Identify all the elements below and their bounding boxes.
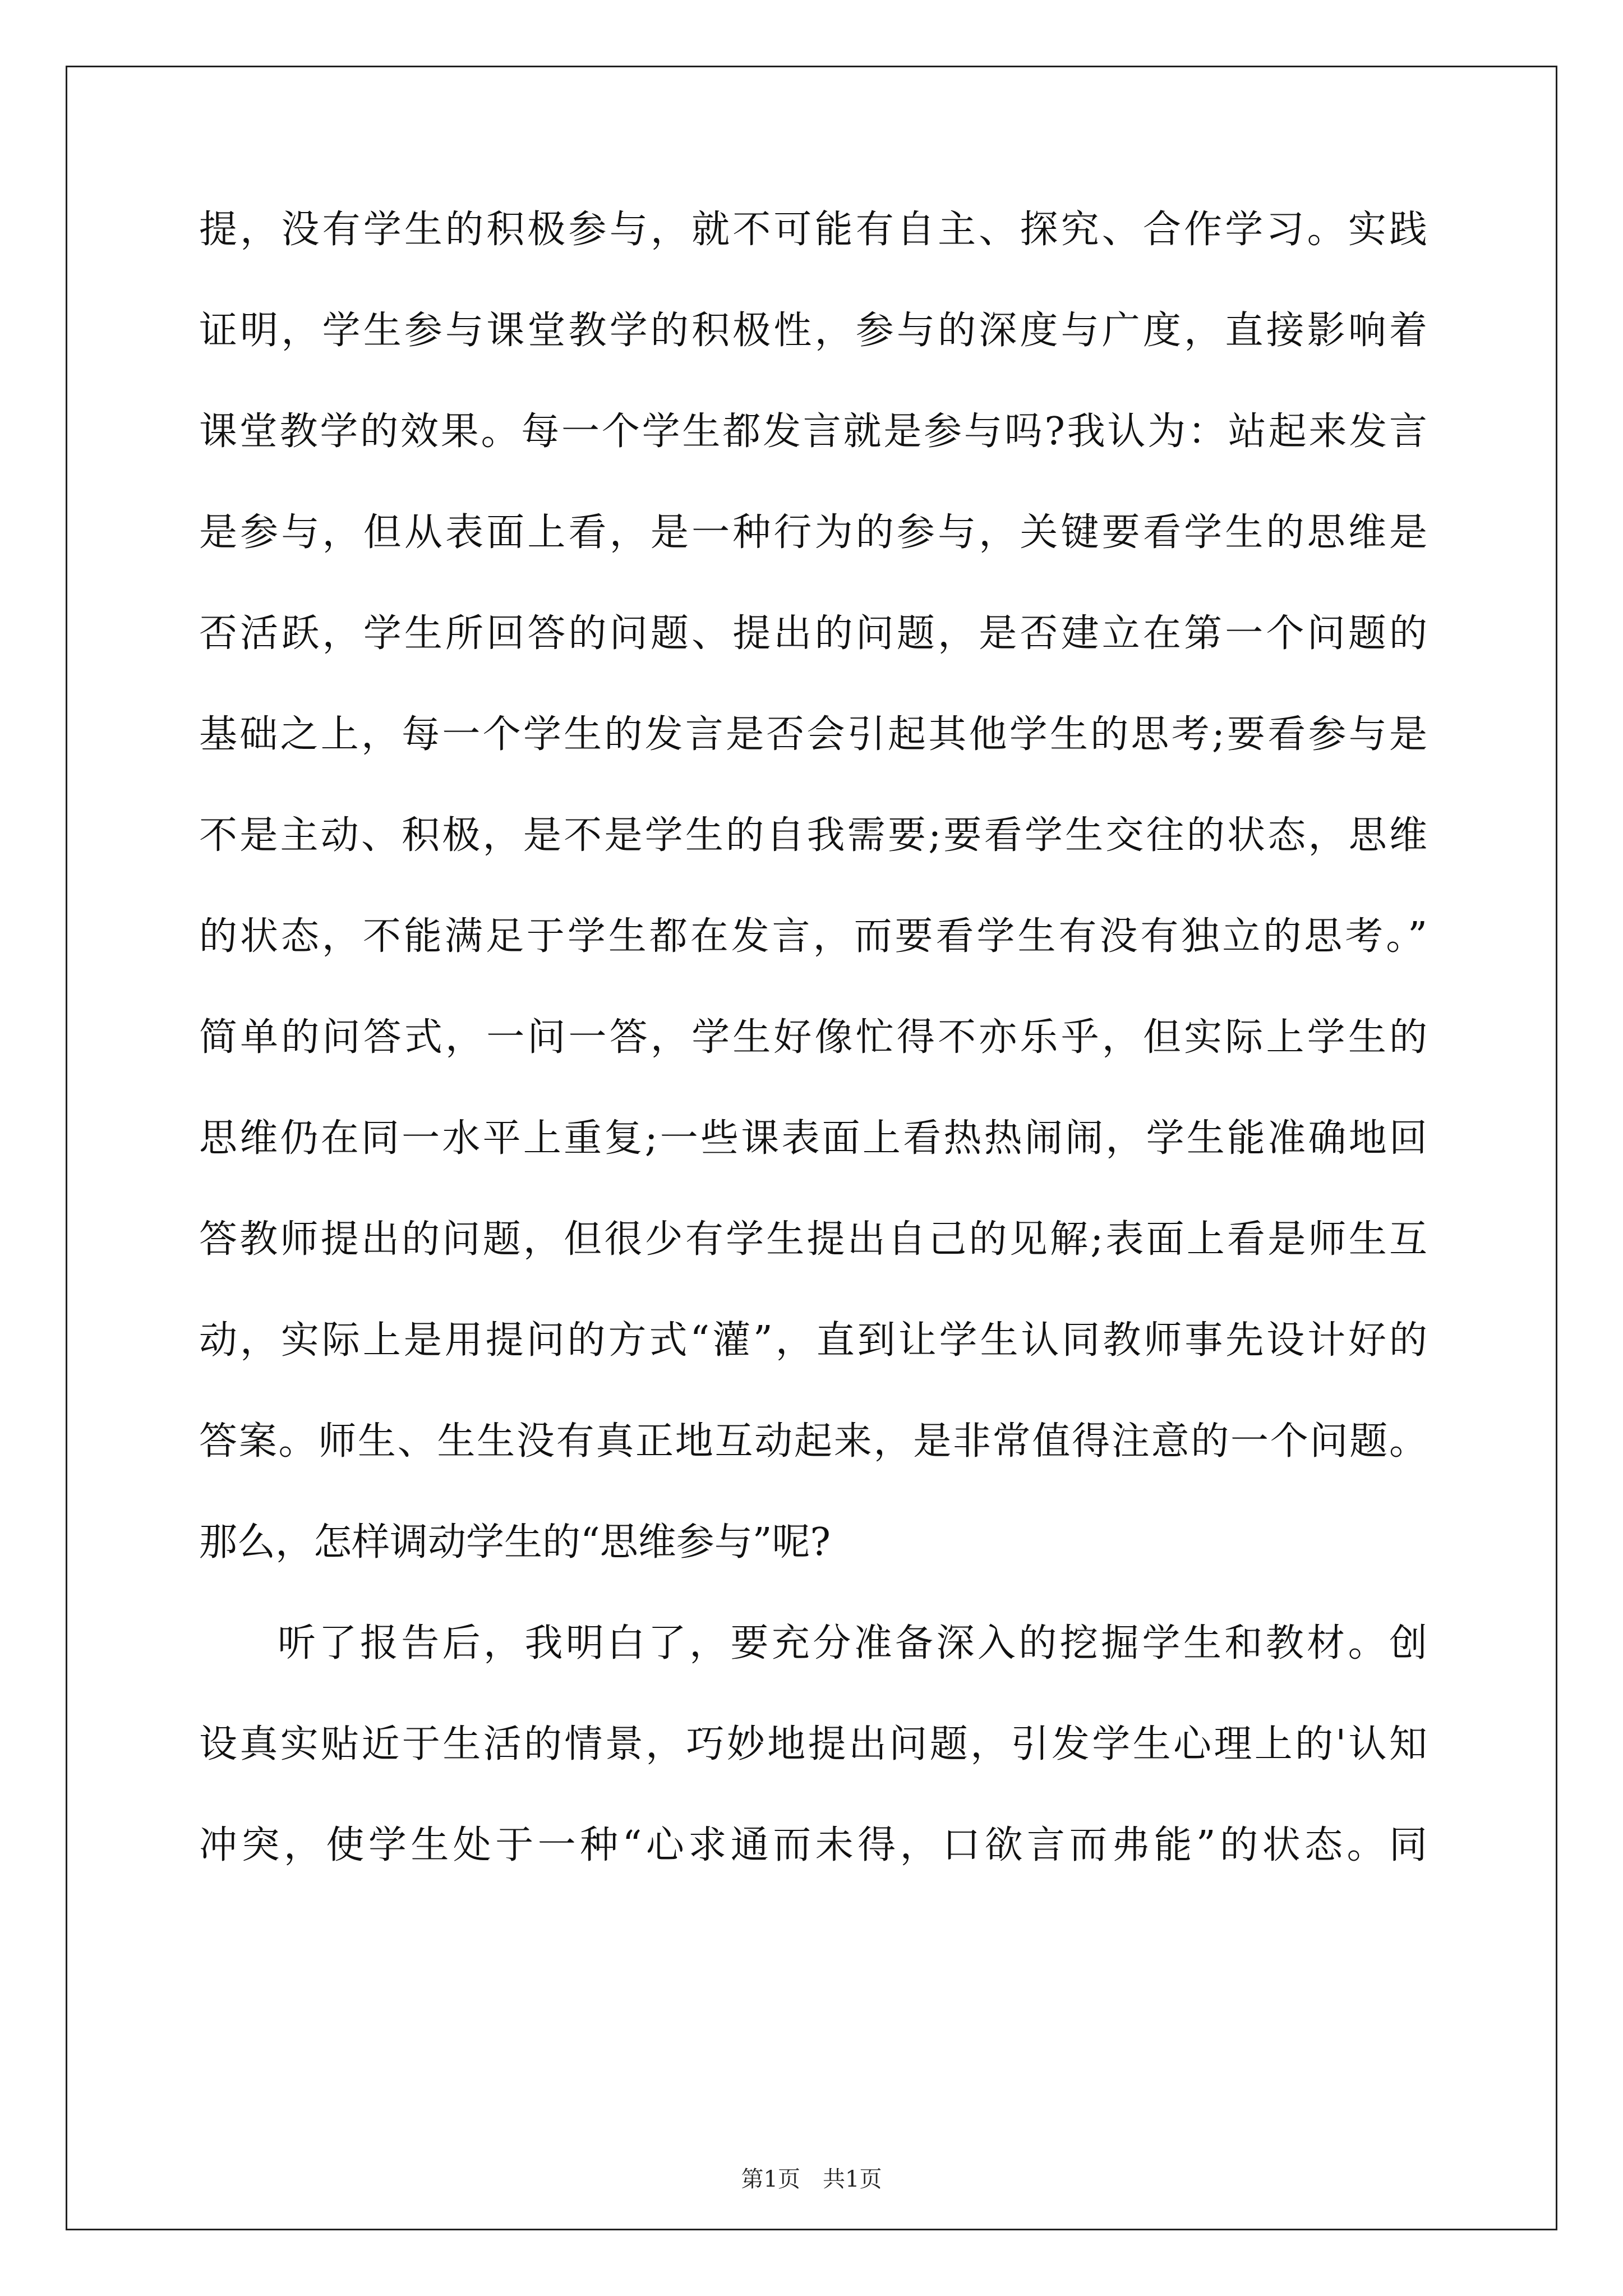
text-line: 简单的问答式，一问一答，学生好像忙得不亦乐乎，但实际上学生的 — [199, 1015, 1427, 1060]
text-line: 课堂教学的效果。每一个学生都发言就是参与吗?我认为：站起来发言 — [199, 409, 1427, 454]
text-line: 冲突，使学生处于一种“心求通而未得，口欲言而弗能”的状态。同 — [199, 1823, 1427, 1867]
text-line: 不是主动、积极，是不是学生的自我需要;要看学生交往的状态，思维 — [199, 813, 1427, 858]
text-line: 是参与，但从表面上看，是一种行为的参与，关键要看学生的思维是 — [199, 510, 1427, 555]
paragraph-first-line: 听了报告后，我明白了，要充分准备深入的挖掘学生和教材。创 — [278, 1621, 1427, 1665]
text-line: 设真实贴近于生活的情景，巧妙地提出问题，引发学生心理上的'认知 — [199, 1722, 1427, 1766]
text-line: 答案。师生、生生没有真正地互动起来，是非常值得注意的一个问题。 — [199, 1419, 1427, 1464]
text-line: 思维仍在同一水平上重复;一些课表面上看热热闹闹，学生能准确地回 — [199, 1116, 1427, 1161]
text-line: 的状态，不能满足于学生都在发言，而要看学生有没有独立的思考。” — [199, 914, 1427, 959]
text-line: 证明，学生参与课堂教学的积极性，参与的深度与广度，直接影响着 — [199, 309, 1427, 353]
text-line: 提，没有学生的积极参与，就不可能有自主、探究、合作学习。实践 — [199, 208, 1427, 252]
text-line: 否活跃，学生所回答的问题、提出的问题，是否建立在第一个问题的 — [199, 611, 1427, 656]
text-line: 答教师提出的问题，但很少有学生提出自己的见解;表面上看是师生互 — [199, 1217, 1427, 1262]
text-line: 基础之上，每一个学生的发言是否会引起其他学生的思考;要看参与是 — [199, 712, 1427, 757]
page-number-footer: 第1页 共1页 — [741, 2166, 882, 2192]
text-line: 动，实际上是用提问的方式“灌”，直到让学生认同教师事先设计好的 — [199, 1318, 1427, 1363]
text-line: 那么，怎样调动学生的“思维参与”呢? — [199, 1520, 831, 1565]
